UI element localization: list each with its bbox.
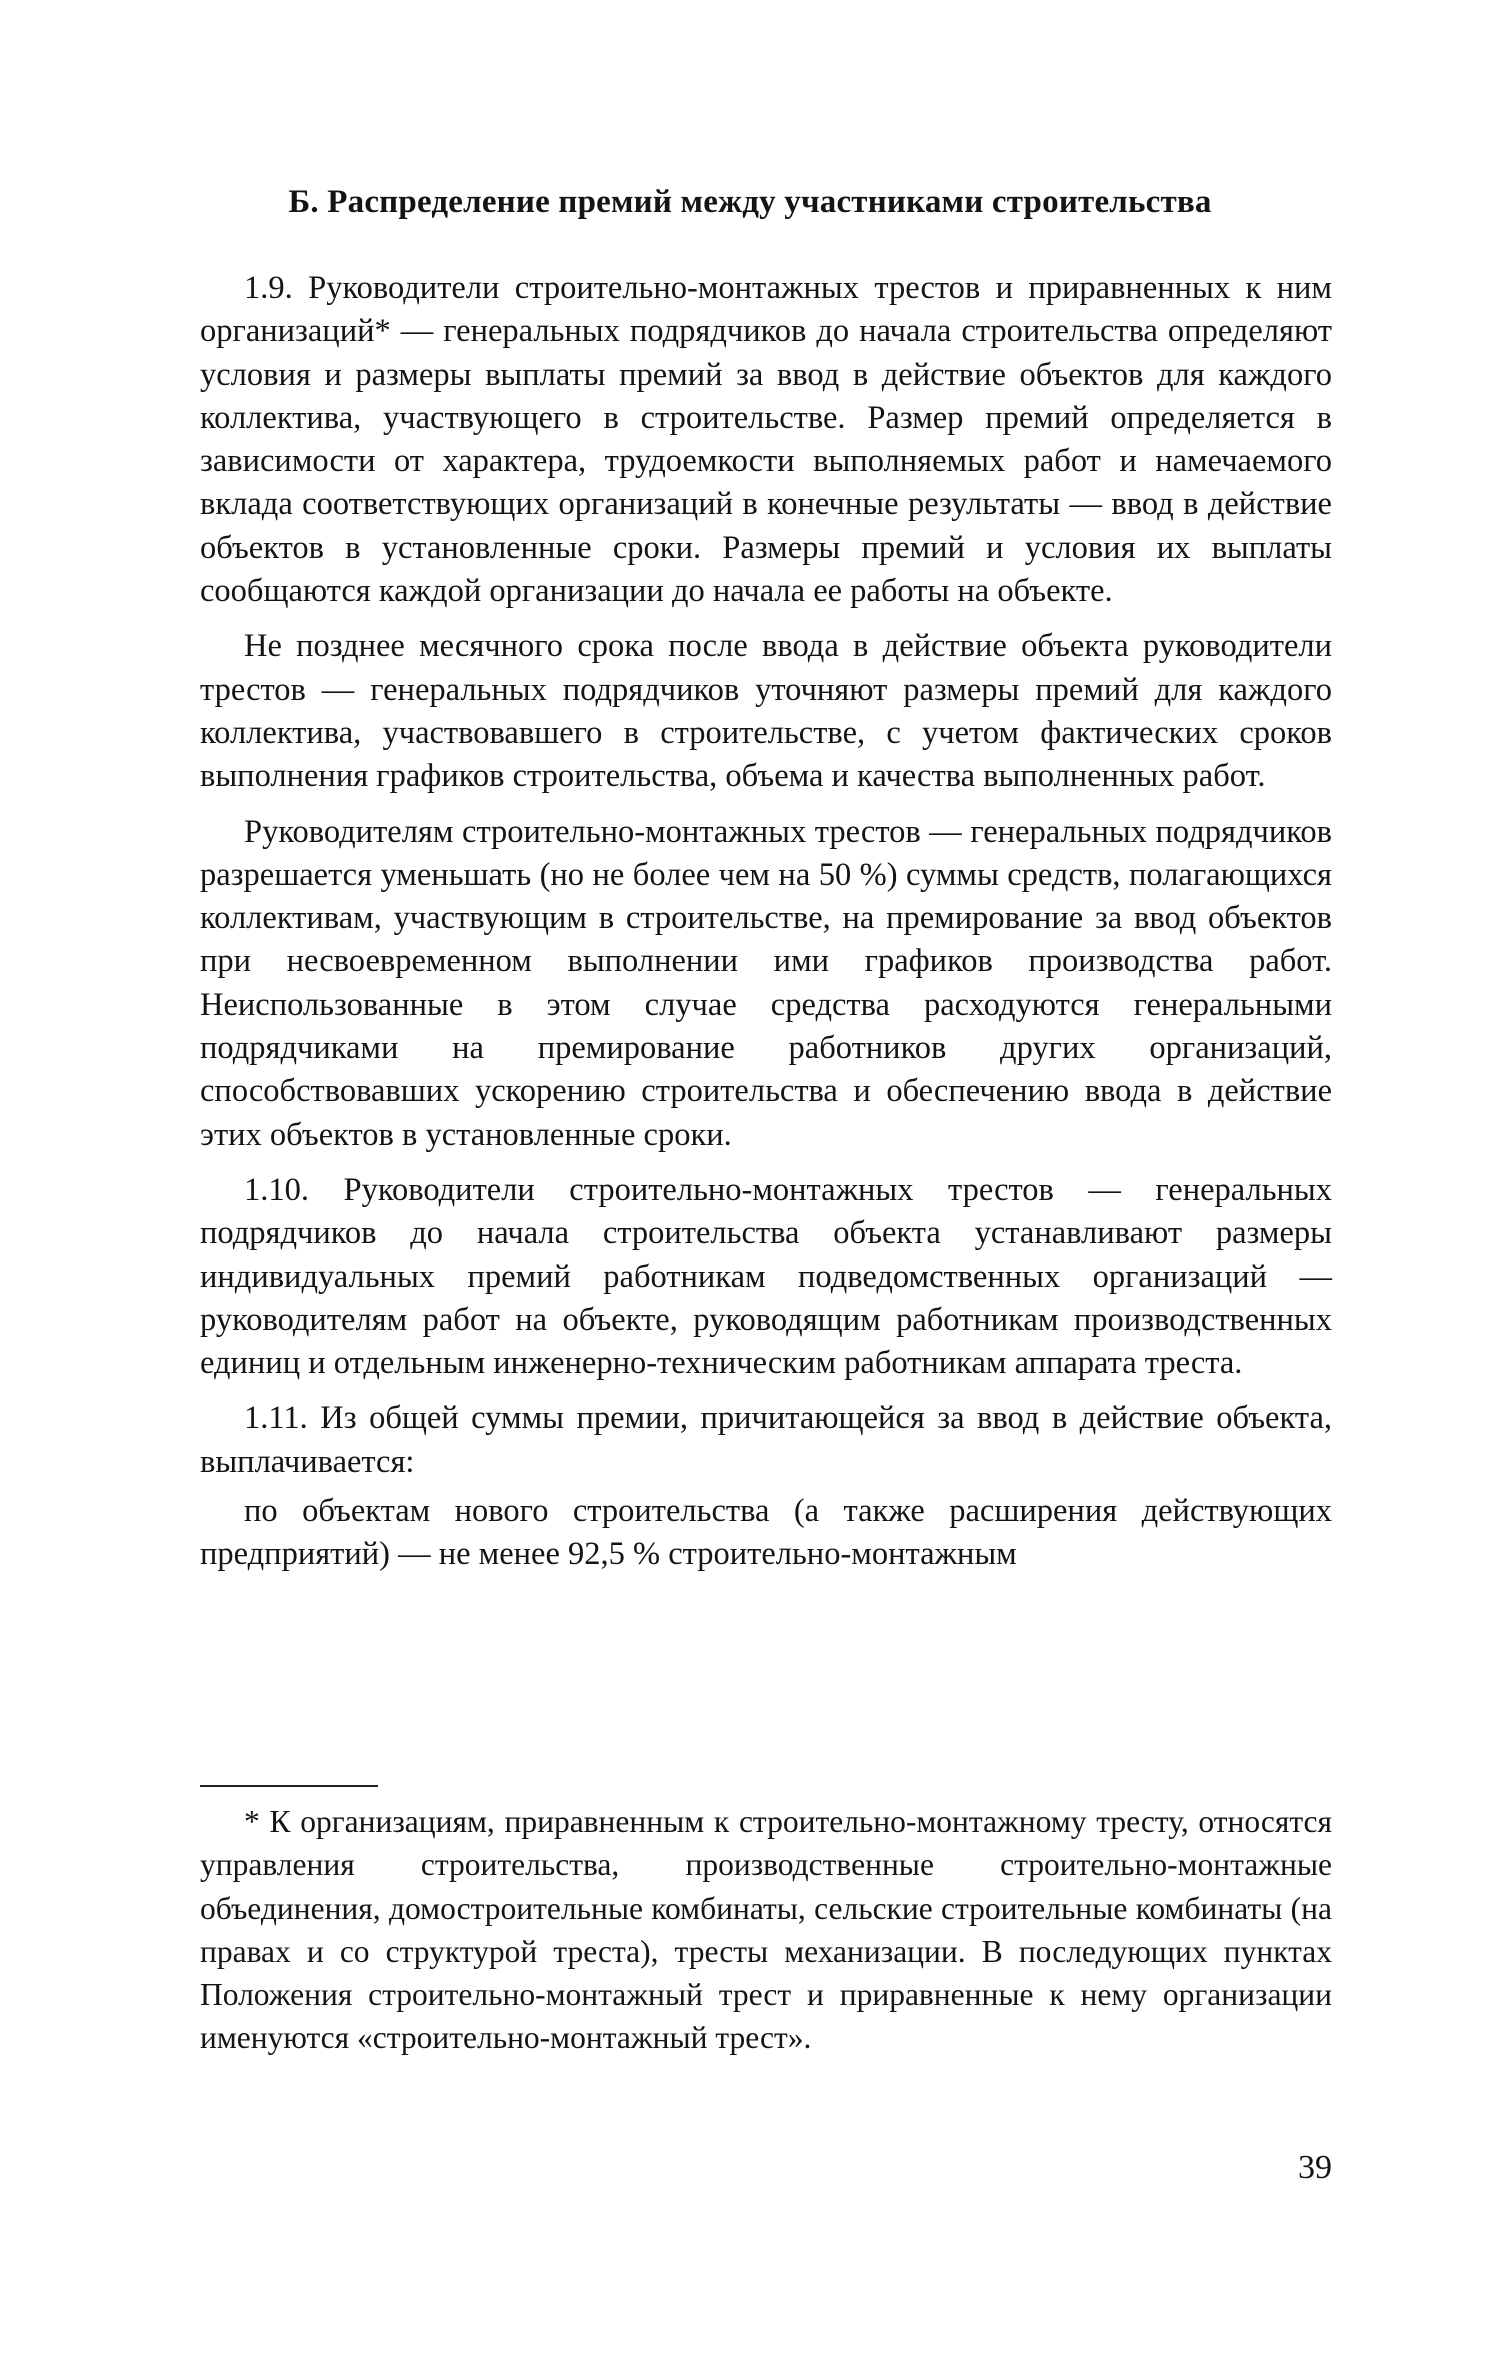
body-text <box>200 267 1332 1589</box>
paragraph-new-construction: по объектам нового строительства (а также расширения действующих предприятий) — не менее 92,5 % строительно-монтажным <box>200 1493 1332 1573</box>
paragraph-1-11: 1.11. Из общей суммы премии, причитающейся за ввод в действие объекта, выплачивается: <box>200 1400 1332 1480</box>
footnote-text: * К организациям, приравненным к строительно-монтажному тресту, относятся управления строительства, производственные строительно-монтажные объединения, домостроительные комбинаты, сельские строительные комбинаты (на правах и со структурой треста), тресты механизации. В последующих пунктах Положения строительно-монтажный трест и приравненные к нему организации именуются «строительно-монтажный трест». <box>200 1804 1332 2056</box>
paragraph-bonus-reduction: Руководителям строительно-монтажных трестов — генеральных подрядчиков разрешается уменьшать (но не более чем на 50 %) суммы средств, полагающихся коллективам, участвующим в строительстве, на премирование за ввод объектов при несвоевременном выполнении ими графиков производства работ. Неиспользованные в этом случае средства расходуются генеральными подрядчиками на премирование работников других организаций, способствовавших ускорению строительства и обеспечению ввода в действие этих объектов в установленные сроки. <box>200 813 1332 1153</box>
paragraph-bonus-adjustment: Не позднее месячного срока после ввода в действие объекта руководители трестов — генеральных подрядчиков уточняют размеры премий для каждого коллектива, участвовавшего в строительстве, с учетом фактических сроков выполнения графиков строительства, объема и качества выполненных работ. <box>200 628 1332 795</box>
footnote <box>200 1800 1332 2060</box>
page-number: 39 <box>1298 2149 1332 2186</box>
footnote-divider <box>200 1785 378 1787</box>
section-heading: Б. Распределение премий между участниками строительства <box>288 184 1212 220</box>
paragraph-1-9: 1.9. Руководители строительно-монтажных трестов и приравненных к ним организаций* — генеральных подрядчиков до начала строительства определяют условия и размеры выплаты премий за ввод в действие объектов для каждого коллектива, участвующего в строительстве. Размер премий определяется в зависимости от характера, трудоемкости выполняемых работ и намечаемого вклада соответствующих организаций в конечные результаты — ввод в действие объектов в установленные сроки. Размеры премий и условия их выплаты сообщаются каждой организации до начала ее работы на объекте. <box>200 270 1332 610</box>
paragraph-1-10: 1.10. Руководители строительно-монтажных трестов — генеральных подрядчиков до начала строительства объекта устанавливают размеры индивидуальных премий работникам подведомственных организаций — руководителям работ на объекте, руководящим работникам производственных единиц и отдельным инженерно-техническим работникам аппарата треста. <box>200 1171 1332 1382</box>
